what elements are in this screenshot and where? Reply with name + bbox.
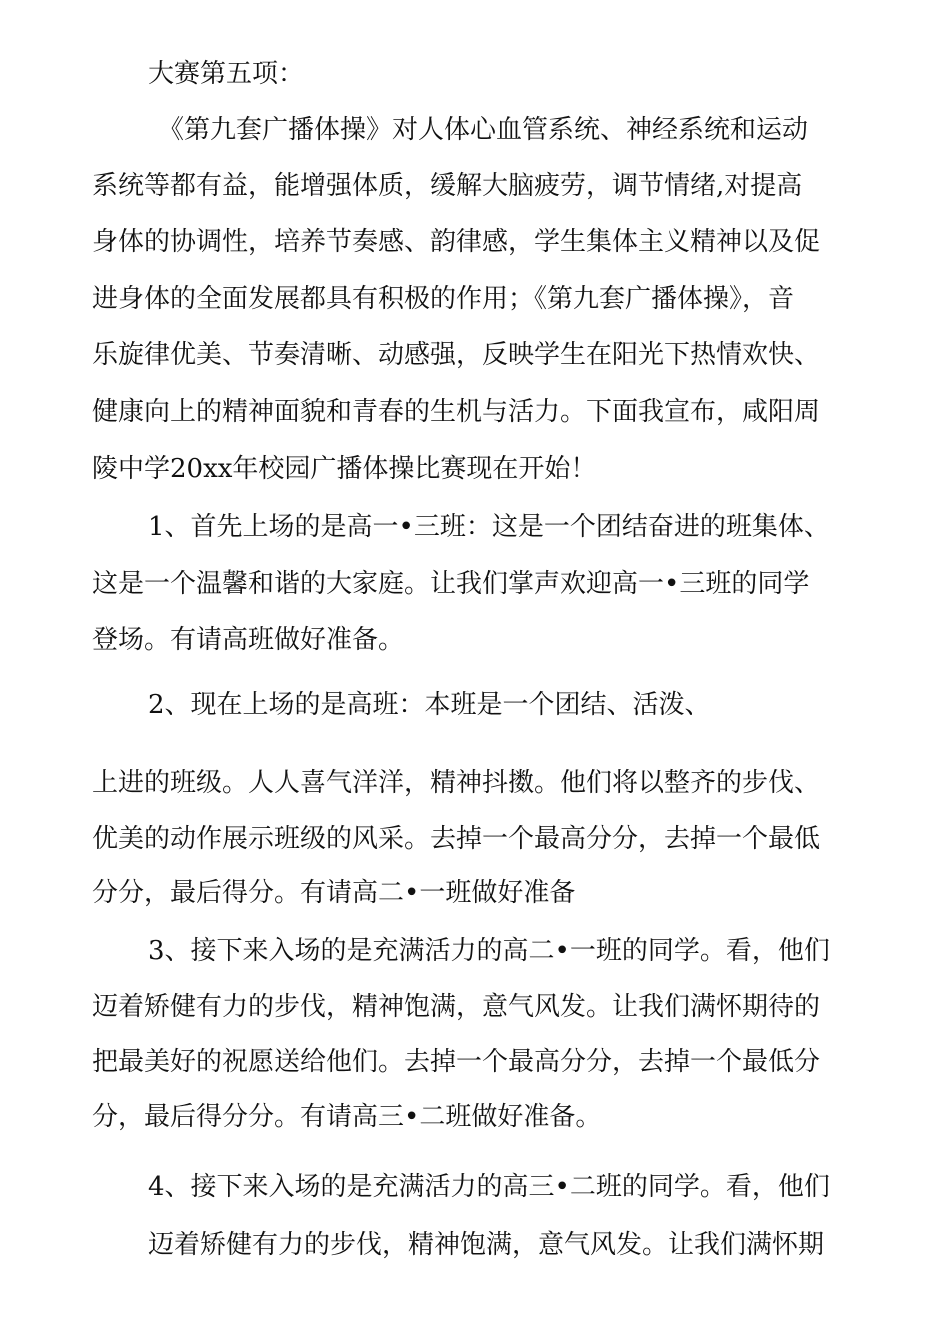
list-item-line: 登场。有请高班做好准备。	[92, 625, 405, 655]
paragraph-line: 系统等都有益，能增强体质，缓解大脑疲劳，调节情绪,对提高	[92, 171, 803, 201]
paragraph-line: 身体的协调性，培养节奏感、韵律感，学生集体主义精神以及促	[92, 227, 821, 257]
paragraph-line: 进身体的全面发展都具有积极的作用；《第九套广播体操》，音	[92, 284, 795, 314]
list-item-line: 分，最后得分分。有请高三•二班做好准备。	[92, 1102, 602, 1132]
list-item-line: 4、接下来入场的是充满活力的高三•二班的同学。看，他们	[148, 1172, 830, 1202]
list-item-line: 3、接下来入场的是充满活力的高二•一班的同学。看，他们	[148, 936, 830, 966]
list-item-line: 优美的动作展示班级的风采。去掉一个最高分分，去掉一个最低	[92, 824, 821, 854]
paragraph-line: 乐旋律优美、节奏清晰、动感强，反映学生在阳光下热情欢快、	[92, 340, 821, 370]
paragraph-line: 健康向上的精神面貌和青春的生机与活力。下面我宣布，咸阳周	[92, 397, 821, 427]
list-item-line: 这是一个温馨和谐的大家庭。让我们掌声欢迎高一•三班的同学	[92, 569, 810, 599]
list-item-line: 把最美好的祝愿送给他们。去掉一个最高分分，去掉一个最低分	[92, 1047, 821, 1077]
list-item-line: 2、现在上场的是高班：本班是一个团结、活泼、	[148, 690, 711, 720]
list-item-line: 迈着矫健有力的步伐，精神饱满，意气风发。让我们满怀期	[148, 1230, 825, 1260]
list-item-line: 1、首先上场的是高一•三班：这是一个团结奋进的班集体、	[148, 512, 830, 542]
paragraph-line: 陵中学20xx年校园广播体操比赛现在开始！	[92, 454, 597, 484]
list-item-line: 分分，最后得分。有请高二•一班做好准备	[92, 878, 576, 908]
list-item-line: 迈着矫健有力的步伐，精神饱满，意气风发。让我们满怀期待的	[92, 992, 821, 1022]
list-item-line: 上进的班级。人人喜气洋洋，精神抖擞。他们将以整齐的步伐、	[92, 768, 821, 798]
section-heading: 大赛第五项：	[148, 59, 305, 89]
paragraph-line: 《第九套广播体操》对人体心血管系统、神经系统和运动	[158, 115, 809, 145]
